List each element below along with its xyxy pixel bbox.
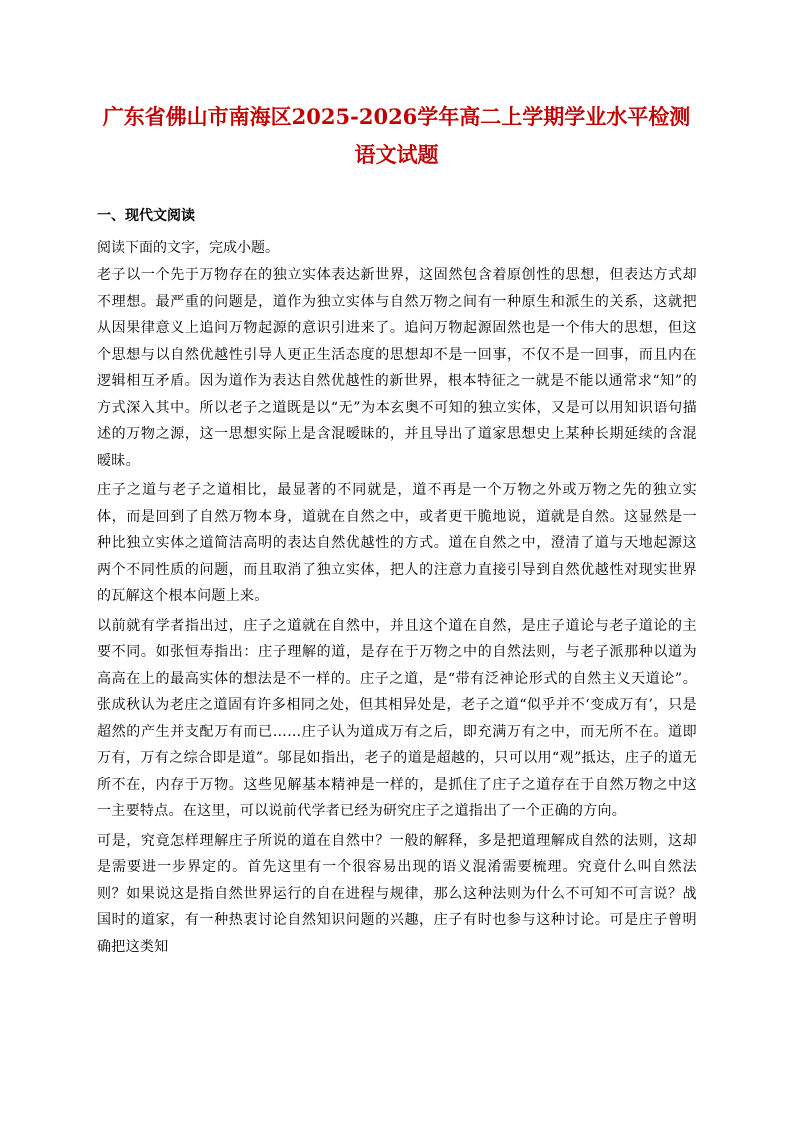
reading-instruction: 阅读下面的文字，完成小题。	[97, 240, 279, 256]
passage-paragraph-2: 庄子之道与老子之道相比，最显著的不同就是，道不再是一个万物之外或万物之先的独立实体，而是回到了自然万物本身，道就在自然之中，或者更干脆地说，道就是自然。这显然是一种比独立实体之道简洁高明的表达自然优越性的方式。道在自然之中，澄清了道与天地起源这两个不同性质的问题，而且取消了独立实体，把人的注意力直接引导到自然优越性对现实世界的瓦解这个根本问题上来。	[97, 482, 697, 604]
reading-passage	[97, 262, 697, 963]
passage-paragraph-4: 可是，究竟怎样理解庄子所说的道在自然中？一般的解释，多是把道理解成自然的法则，这却是需要进一步界定的。首先这里有一个很容易出现的语义混淆需要梳理。究竟什么叫自然法则？如果说这是指自然世界运行的自在进程与规律，那么这种法则为什么不可知不可言说？战国时的道家，有一种热衷讨论自然知识问题的兴趣，庄子有时也参与这种讨论。可是庄子曾明确把这类知	[97, 832, 697, 955]
passage-paragraph-3: 以前就有学者指出过，庄子之道就在自然中，并且这个道在自然，是庄子道论与老子道论的主要不同。如张恒寿指出：庄子理解的道，是存在于万物之中的自然法则，与老子派那种以道为高高在上的最高实体的想法是不一样的。庄子之道，是“带有泛神论形式的自然主义天道论”。张成秋认为老庄之道固有许多相同之处，但其相异处是，老子之道“似乎并不‘变成万有’，只是超然的产生并支配万有而已……庄子认为道成万有之后，即充满万有之中，而无所不在。道即万有，万有之综合即是道”。邬昆如指出，老子的道是超越的，只可以用“观”抵达，庄子的道无所不在，内存于万物。这些见解基本精神是一样的，是抓住了庄子之道存在于自然万物之中这一主要特点。在这里，可以说前代学者已经为研究庄子之道指出了一个正确的方向。	[97, 617, 697, 819]
document-title: 广东省佛山市南海区2025-2026学年高二上学期学业水平检测语文试题	[102, 104, 691, 167]
passage-paragraph-1: 老子以一个先于万物存在的独立实体表达新世界，这固然包含着原创性的思想，但表达方式却不理想。最严重的问题是，道作为独立实体与自然万物之间有一种原生和派生的关系，这就把从因果律意义上追问万物起源的意识引进来了。追问万物起源固然也是一个伟大的思想，但这个思想与以自然优越性引导人更正生活态度的思想却不是一回事，不仅不是一回事，而且内在逻辑相互矛盾。因为道作为表达自然优越性的新世界，根本特征之一就是不能以通常求“知”的方式深入其中。所以老子之道既是以“无”为本玄奥不可知的独立实体，又是可以用知识语句描述的万物之源，这一思想实际上是含混暧昧的，并且导出了道家思想史上某种长期延续的含混暧昧。	[97, 267, 697, 469]
section-heading: 一、现代文阅读	[97, 208, 195, 224]
